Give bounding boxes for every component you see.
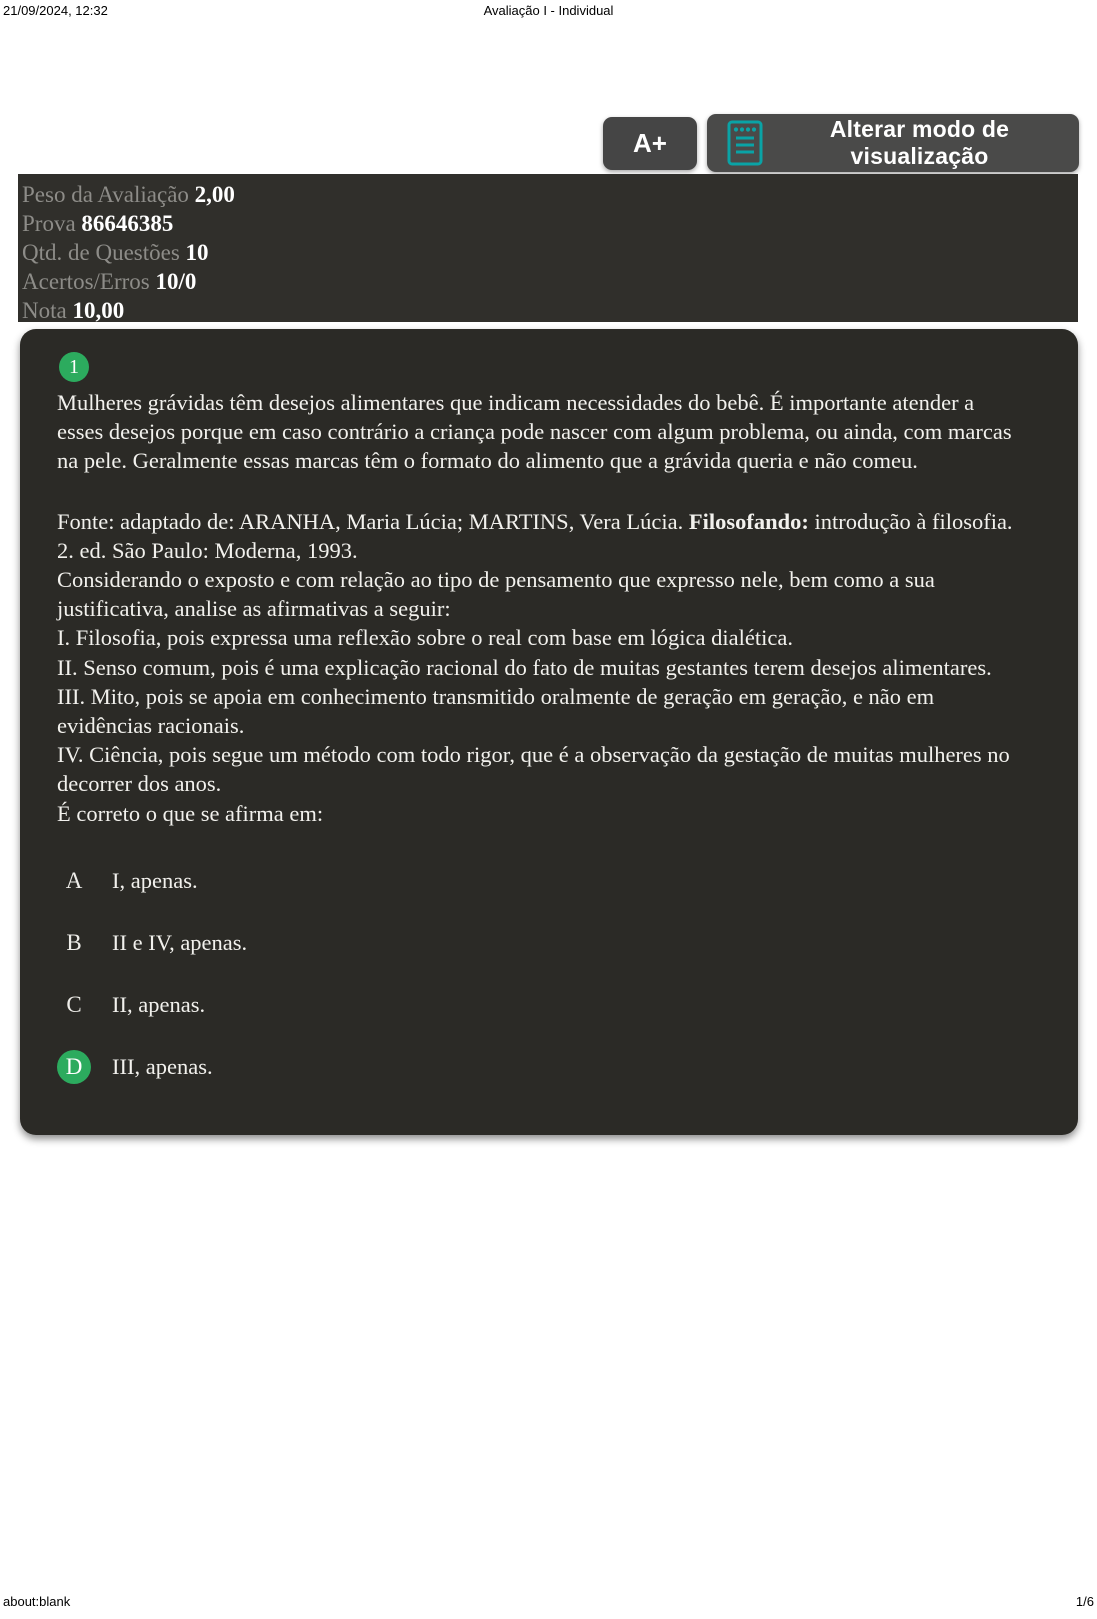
option-letter-badge: A xyxy=(65,867,83,893)
exam-info-value: 10,00 xyxy=(72,298,125,323)
document-list-icon xyxy=(727,120,763,166)
question-card xyxy=(20,329,1078,1135)
question-body: Mulheres grávidas têm desejos alimentares que indicam necessidades do bebê. É importante atender a esses desejos porque em caso contrário a criança pode nascer com algum problema, ou ainda, com marcas na pele. Geralmente essas marcas têm o formato do alimento que a grávida queria e não comeu. xyxy=(57,390,1012,474)
exam-info-label: Prova xyxy=(22,211,76,236)
exam-info-label: Nota xyxy=(22,298,67,323)
change-view-mode-button[interactable] xyxy=(707,114,1079,172)
statement-2: II. Senso comum, pois é uma explicação racional do fato de muitas gestantes terem desejos alimentares. xyxy=(57,654,992,680)
exam-info-label: Qtd. de Questões xyxy=(22,240,180,265)
change-view-mode-label: Alterar modo de visualização xyxy=(829,116,1010,169)
exam-info-row-nota xyxy=(22,296,1068,325)
answer-option-a[interactable] xyxy=(57,864,1038,898)
question-instruction: Considerando o exposto e com relação ao tipo de pensamento que expresso nele, bem como a sua justificativa, analise as afirmativas a seguir: xyxy=(57,567,935,622)
source-book-title: Filosofando: xyxy=(688,508,809,534)
exam-info-value: 2,00 xyxy=(194,182,235,207)
page-title: Avaliação I - Individual xyxy=(483,3,614,18)
answer-options xyxy=(57,864,1038,1084)
statement-1: I. Filosofia, pois expressa uma reflexão sobre o real com base em lógica dialética. xyxy=(57,625,793,651)
exam-info-row-prova xyxy=(22,209,1068,238)
exam-info-label: Peso da Avaliação xyxy=(22,182,189,207)
answer-option-d[interactable] xyxy=(57,1050,1038,1084)
option-letter-badge: B xyxy=(66,929,82,955)
question-text xyxy=(57,388,1025,828)
option-text: II e IV, apenas. xyxy=(112,929,248,955)
font-increase-button[interactable]: A+ xyxy=(603,117,697,170)
exam-info-value: 86646385 xyxy=(81,211,174,236)
question-prompt: É correto o que se afirma em: xyxy=(57,800,324,826)
option-text: III, apenas. xyxy=(112,1053,213,1079)
option-text: II, apenas. xyxy=(112,991,206,1017)
answer-option-c[interactable] xyxy=(57,988,1038,1022)
question-number-badge: 1 xyxy=(59,352,89,382)
exam-info-row-acertos xyxy=(22,267,1068,296)
question-source xyxy=(57,507,1025,565)
source-prefix: Fonte: adaptado de: ARANHA, Maria Lúcia; MARTINS, Vera Lúcia. xyxy=(57,508,689,534)
exam-info-panel xyxy=(18,174,1078,322)
option-letter-badge: C xyxy=(66,991,82,1017)
statement-4: IV. Ciência, pois segue um método com todo rigor, que é a observação da gestação de muitas mulheres no decorrer dos anos. xyxy=(57,742,1010,797)
option-letter-badge: D xyxy=(57,1050,91,1084)
option-text: I, apenas. xyxy=(112,867,198,893)
answer-option-b[interactable] xyxy=(57,926,1038,960)
exam-info-label: Acertos/Erros xyxy=(22,269,150,294)
print-datetime: 21/09/2024, 12:32 xyxy=(3,3,108,18)
exam-info-value: 10 xyxy=(185,240,209,265)
print-url: about:blank xyxy=(3,1594,71,1609)
print-page-number: 1/6 xyxy=(1075,1594,1094,1609)
source-suffix: introdução à filosofia. 2. ed. São Paulo: Moderna, 1993. xyxy=(57,508,1013,563)
exam-info-row-questoes xyxy=(22,238,1068,267)
exam-info-value: 10/0 xyxy=(155,269,197,294)
exam-info-row-peso xyxy=(22,180,1068,209)
statement-3: III. Mito, pois se apoia em conhecimento transmitido oralmente de geração em geração, e não em evidências racionais. xyxy=(57,683,935,739)
